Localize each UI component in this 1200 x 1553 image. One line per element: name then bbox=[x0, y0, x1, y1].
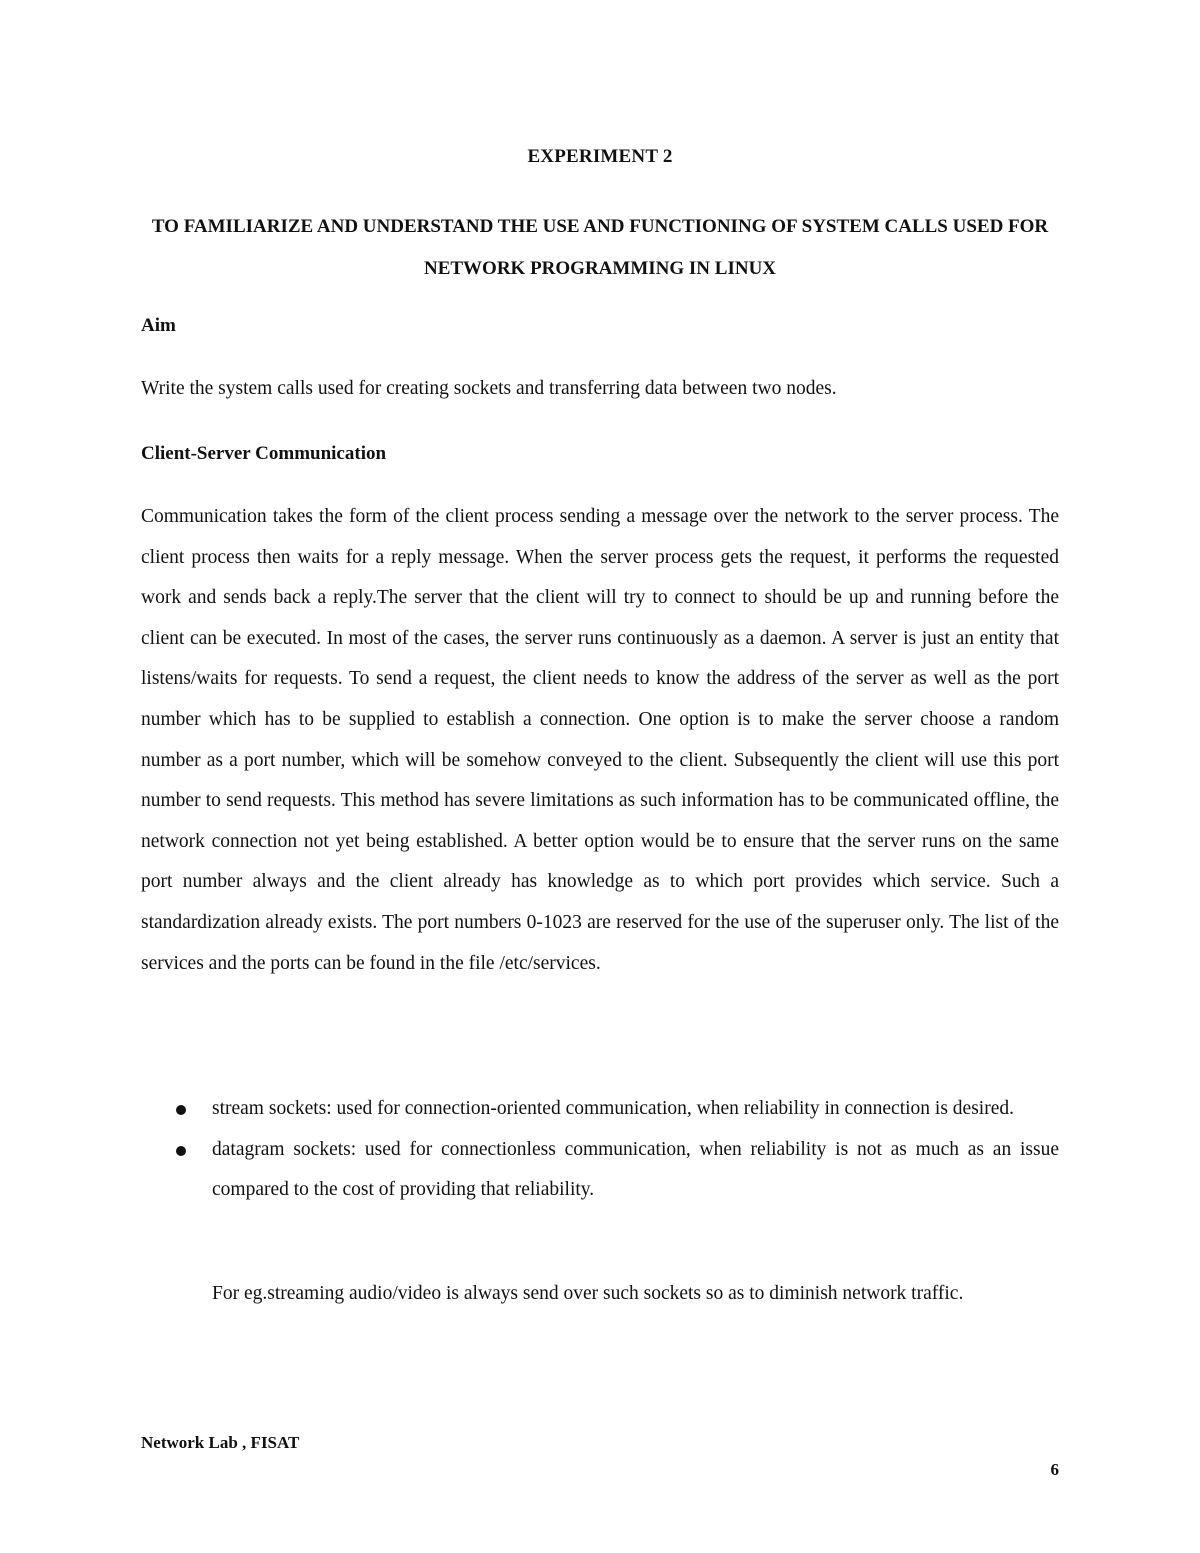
aim-text: Write the system calls used for creating sockets and transferring data between two nodes. bbox=[141, 378, 837, 399]
list-item-text: stream sockets: used for connection-oriented communication, when reliability in connection is desired. bbox=[212, 1098, 1014, 1119]
list-item-text: datagram sockets: used for connectionless communication, when reliability is not as much as an issue compared to the cost of providing that reliability. bbox=[212, 1138, 1059, 1201]
list-item bbox=[141, 1089, 1059, 1130]
bullet-icon bbox=[176, 1105, 186, 1115]
section-paragraph: Communication takes the form of the client process sending a message over the network to the server process. The client process then waits for a reply message. When the server process gets the request, it performs the requested work and sends back a reply.The server that the client will try to connect to should be up and running before the client can be executed. In most of the cases, the server runs continuously as a daemon. A server is just an entity that listens/waits for requests. To send a request, the client needs to know the address of the server as well as the port number which has to be supplied to establish a connection. One option is to make the server choose a random number as a port number, which will be somehow conveyed to the client. Subsequently the client will use this port number to send requests. This method has severe limitations as such information has to be communicated offline, the network connection not yet being established. A better option would be to ensure that the server runs on the same port number always and the client already has knowledge as to which port provides which service. Such a standardization already exists. The port numbers 0-1023 are reserved for the use of the superuser only. The list of the services and the ports can be found in the file /etc/services. bbox=[141, 506, 1059, 974]
page-number: 6 bbox=[1050, 1460, 1059, 1479]
note-paragraph: For eg.streaming audio/video is always send over such sockets so as to diminish network traffic. bbox=[212, 1283, 964, 1304]
socket-types-list bbox=[141, 1089, 1059, 1211]
section-heading: Client-Server Communication bbox=[141, 443, 387, 464]
list-item bbox=[141, 1130, 1059, 1211]
experiment-subtitle: TO FAMILIARIZE AND UNDERSTAND THE USE AND FUNCTIONING OF SYSTEM CALLS USED FOR NETWORK PROGRAMMING IN LINUX bbox=[151, 216, 1049, 279]
bullet-icon bbox=[176, 1146, 186, 1156]
aim-heading: Aim bbox=[141, 315, 176, 336]
footer-label: Network Lab , FISAT bbox=[141, 1433, 300, 1452]
experiment-title: EXPERIMENT 2 bbox=[527, 146, 673, 167]
